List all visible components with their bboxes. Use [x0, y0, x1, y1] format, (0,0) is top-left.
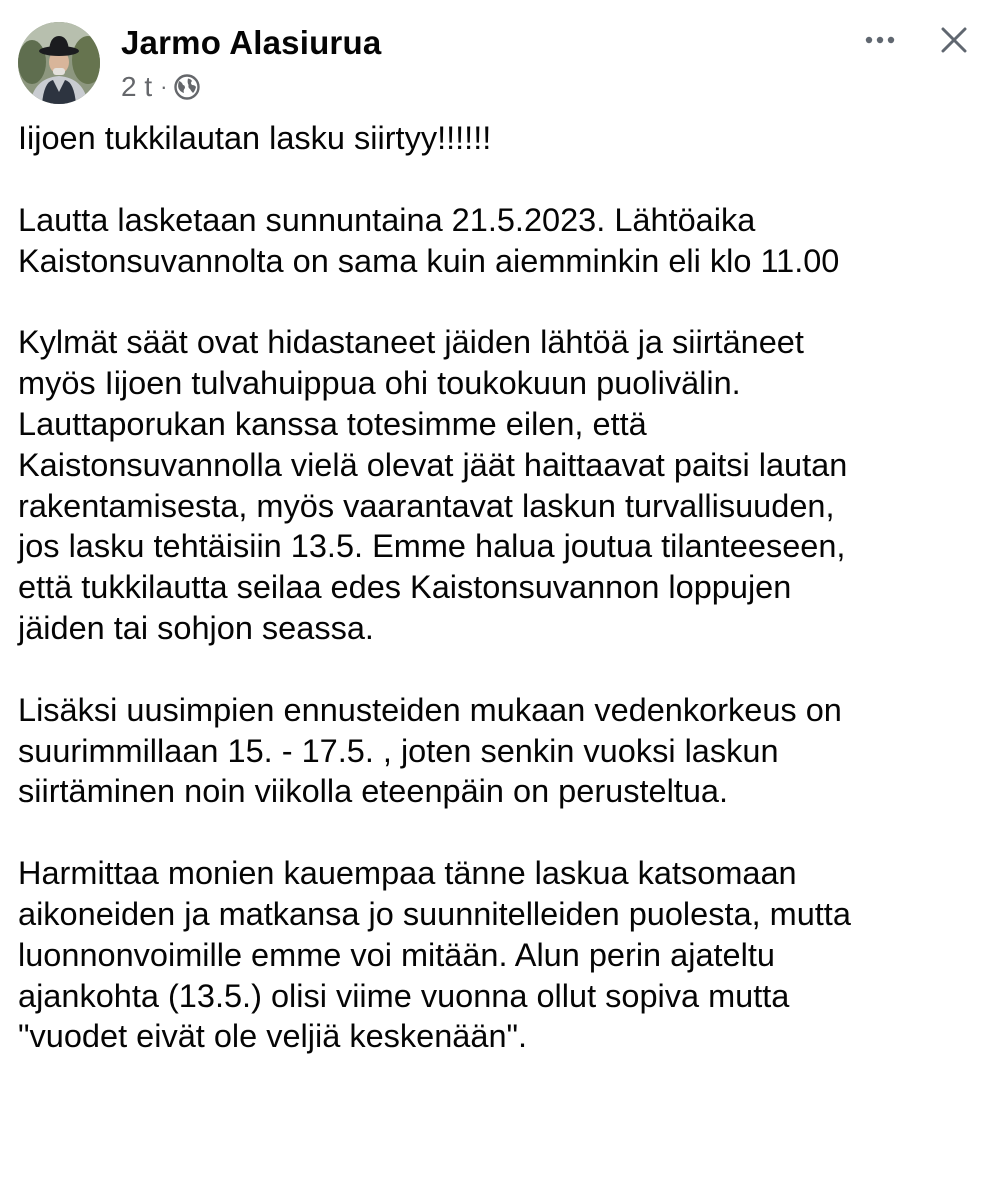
meta-separator: · — [160, 74, 168, 99]
post-text — [18, 118, 973, 1057]
post-paragraph: Harmittaa monien kauempaa tänne laskua katsomaan aikoneiden ja matkansa jo suunnitelleiden puolesta, mutta luonnonvoimille emme voi mitään. Alun perin ajateltu ajankohta (13.5.) olisi viime vuonna ollut sopiva mutta "vuodet eivät ole veljiä keskenään". — [18, 855, 851, 1055]
globe-icon[interactable] — [173, 73, 201, 101]
avatar[interactable] — [18, 22, 100, 104]
post-paragraph: Iijoen tukkilautan lasku siirtyy!!!!!! — [18, 120, 492, 156]
post-meta — [121, 70, 201, 104]
post-header — [0, 0, 985, 112]
post-time[interactable]: 2 t — [121, 71, 153, 102]
post-paragraph: Lautta lasketaan sunnuntaina 21.5.2023. Lähtöaika Kaistonsuvannolta on sama kuin aiemminkin eli klo 11.00 — [18, 201, 840, 279]
close-icon — [941, 27, 967, 53]
avatar-photo — [18, 22, 100, 104]
post-paragraph: Kylmät säät ovat hidastaneet jäiden lähtöä ja siirtäneet myös Iijoen tulvahuippua ohi toukokuun puolivälin. Lauttaporukan kanssa totesimme eilen, että Kaistonsuvannolla vielä olevat jäät haittaavat paitsi lautan rakentamisesta, myös vaarantavat laskun turvallisuuden, jos lasku tehtäisiin 13.5. Emme halua joutua tilanteeseen, että tukkilautta seilaa edes Kaistonsuvannon loppujen jäiden tai sohjon seassa. — [18, 324, 848, 646]
more-options-button[interactable] — [858, 20, 902, 60]
close-button[interactable] — [932, 18, 976, 62]
more-horizontal-icon — [865, 36, 895, 44]
author-name[interactable]: Jarmo Alasiurua — [121, 24, 382, 61]
post-paragraph: Lisäksi uusimpien ennusteiden mukaan vedenkorkeus on suurimmillaan 15. - 17.5. , joten senkin vuoksi laskun siirtäminen noin viikolla eteenpäin on perusteltua. — [18, 691, 842, 810]
